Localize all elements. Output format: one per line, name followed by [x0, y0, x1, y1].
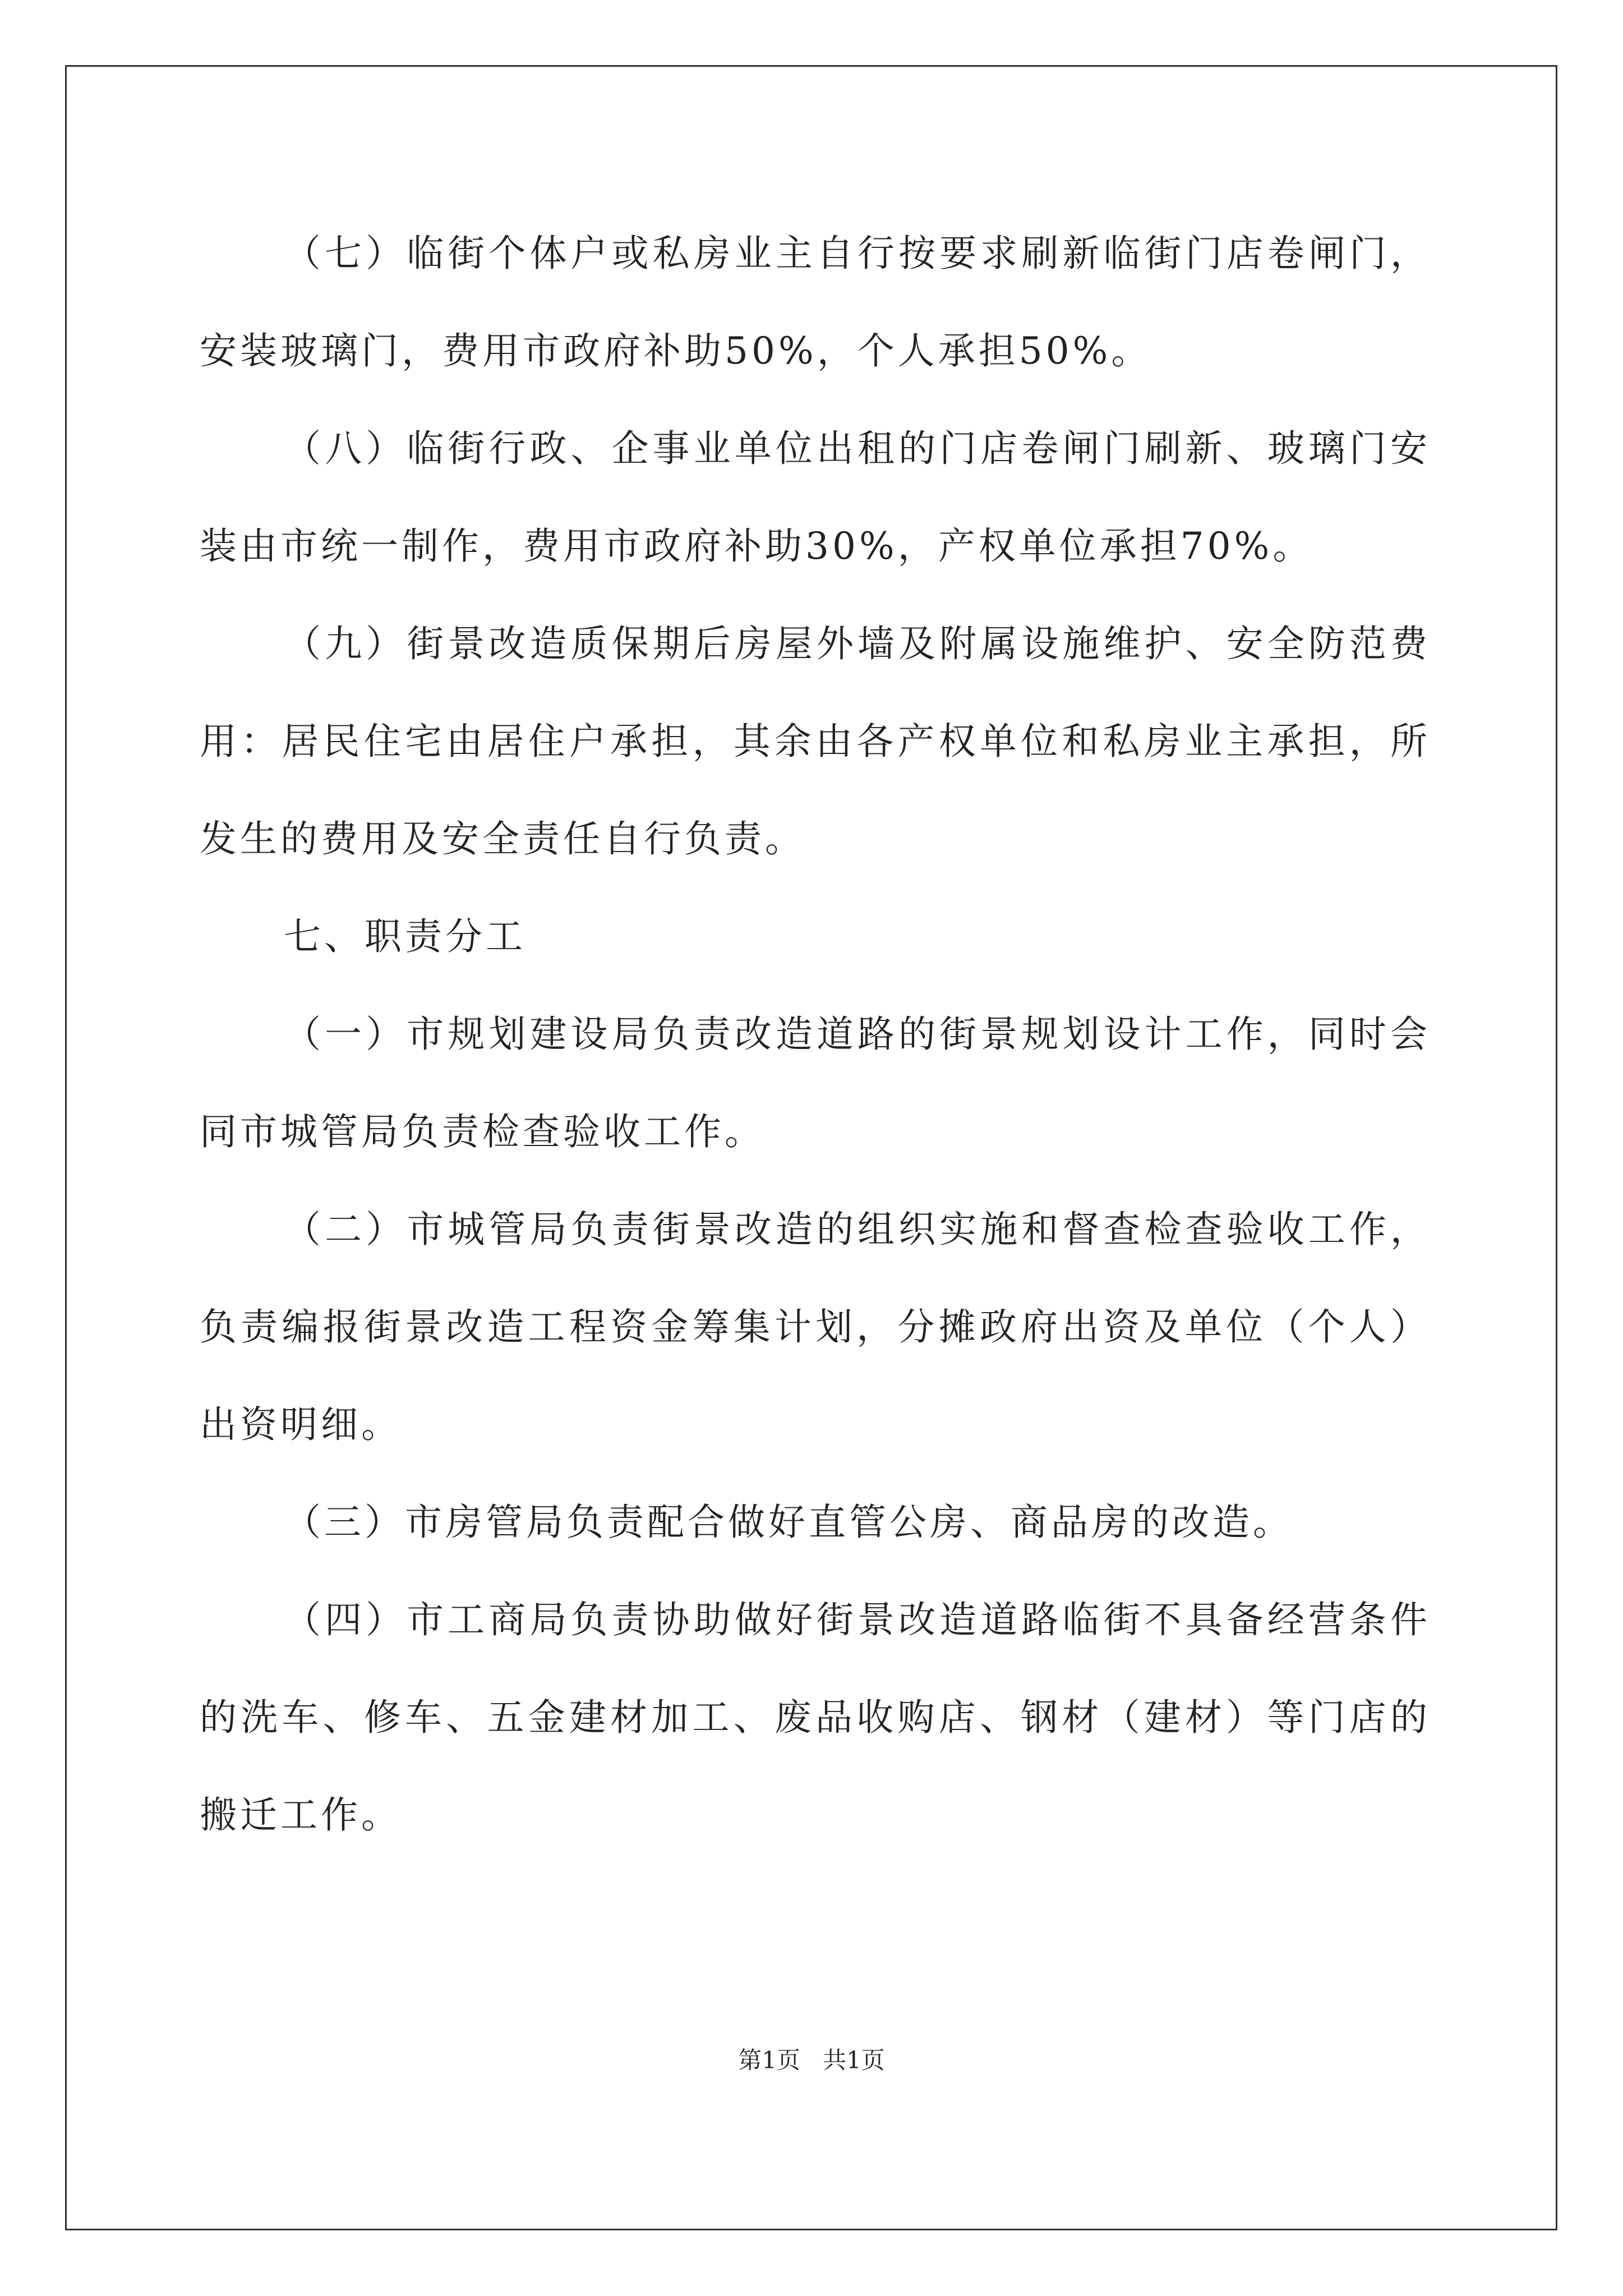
page-number: 第1页 [738, 2046, 800, 2074]
paragraph-item-8: （八）临街行政、企事业单位出租的门店卷闸门刷新、玻璃门安装由市统一制作，费用市政府补助30%，产权单位承担70%。 [200, 427, 1431, 568]
duty-item-4: （四）市工商局负责协助做好街景改造道路临街不具备经营条件的洗车、修车、五金建材加工、废品收购店、钢材（建材）等门店的搬迁工作。 [200, 1598, 1431, 1837]
page-total: 共1页 [823, 2046, 885, 2074]
duty-item-2: （二）市城管局负责街景改造的组织实施和督查检查验收工作，负责编报街景改造工程资金筹集计划，分摊政府出资及单位（个人）出资明细。 [200, 1208, 1431, 1446]
duty-item-1: （一）市规划建设局负责改造道路的街景规划设计工作，同时会同市城管局负责检查验收工作。 [200, 1013, 1431, 1153]
document-body [200, 205, 1431, 1864]
paragraph-item-9: （九）街景改造质保期后房屋外墙及附属设施维护、安全防范费用：居民住宅由居住户承担，其余由各产权单位和私房业主承担，所发生的费用及安全责任自行负责。 [200, 622, 1431, 861]
section-heading-duties: 七、职责分工 [284, 915, 526, 958]
paragraph-item-7: （七）临街个体户或私房业主自行按要求刷新临街门店卷闸门，安装玻璃门，费用市政府补助50%，个人承担50%。 [200, 232, 1431, 372]
page-footer [0, 2042, 1623, 2076]
duty-item-3: （三）市房管局负责配合做好直管公房、商品房的改造。 [284, 1501, 1293, 1544]
